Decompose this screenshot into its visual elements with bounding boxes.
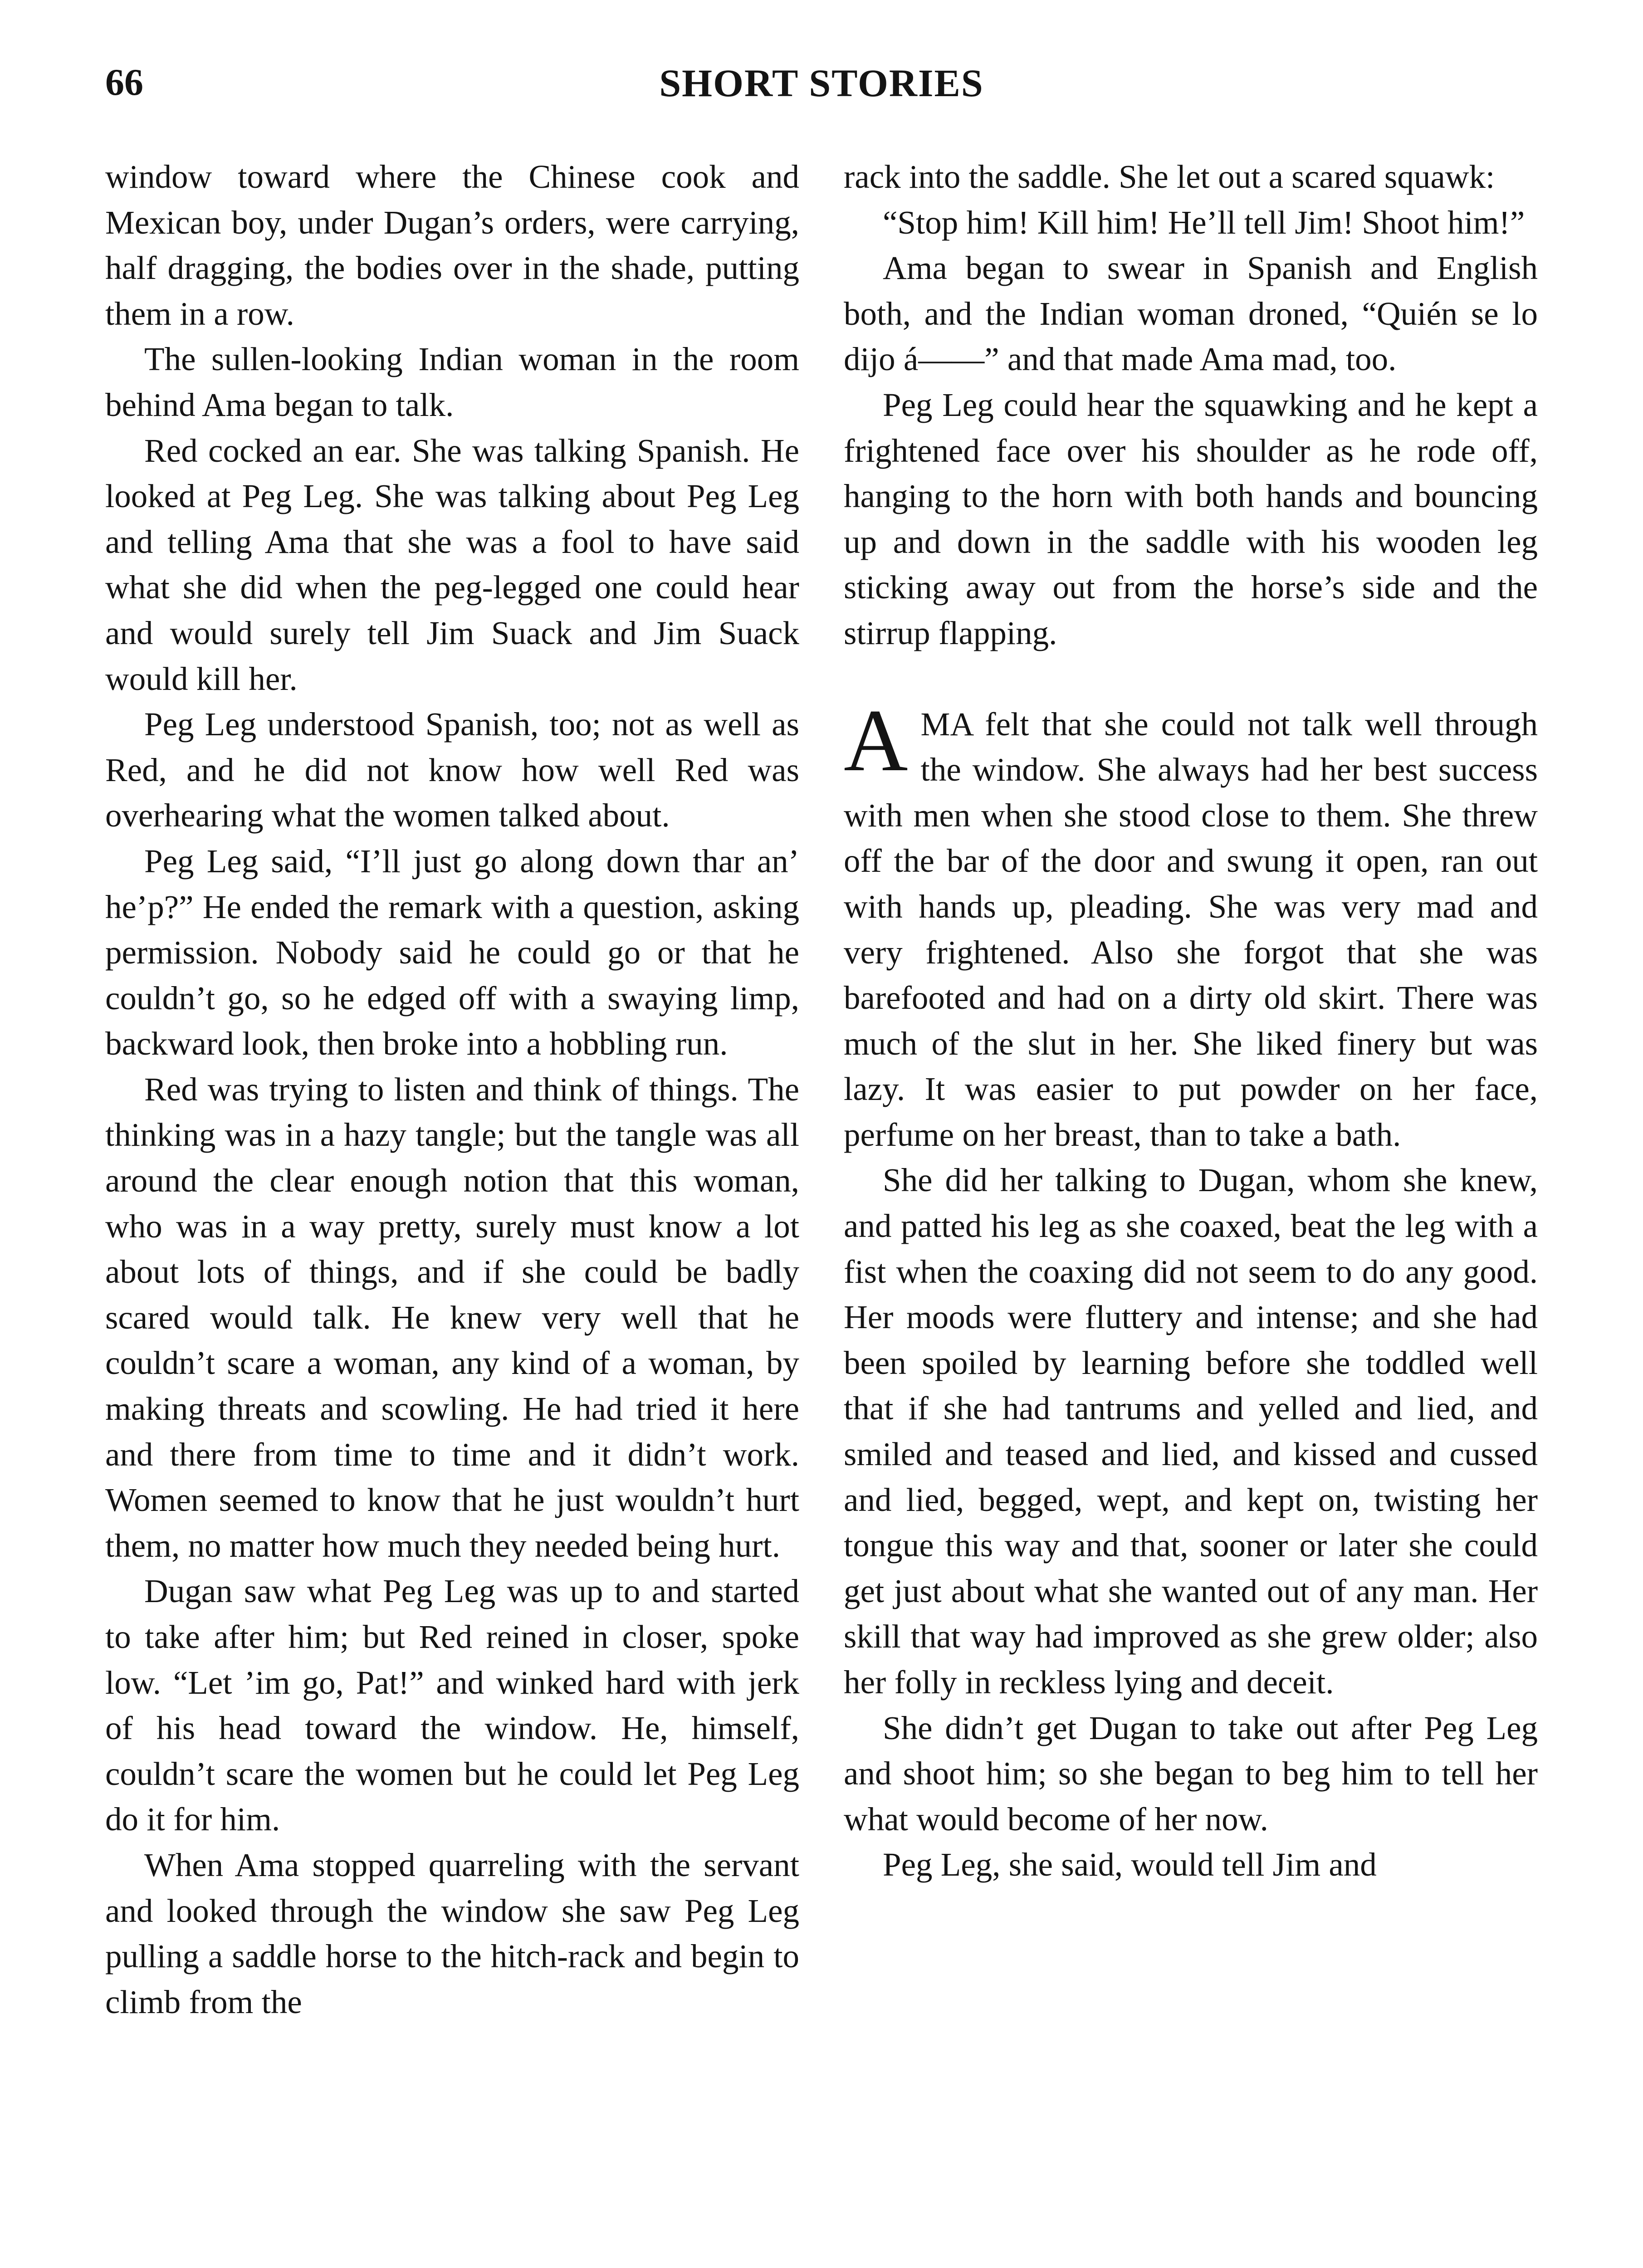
paragraph: Red was trying to listen and think of things. The thinking was in a hazy tangle; but the tangle was all around the clear enough notion that this woman, who was in a way pretty, surely must know a lot about lots of things, and if she could be badly scared would talk. He knew very well that he couldn’t scare a woman, any kind of a woman, by making threats and scowling. He had tried it here and there from time to time and it didn’t work. Women seemed to know that he just wouldn’t hurt them, no matter how much they needed being hurt. (105, 1070, 799, 1564)
paragraph: She did her talking to Dugan, whom she knew, and patted his leg as she coaxed, beat the leg with a fist when the coaxing did not seem to do any good. Her moods were fluttery and intense; and she had been spoiled by learning before she toddled well that if she had tantrums and yelled and lied, and smiled and teased and lied, and kissed and cussed and lied, begged, wept, and kept on, twisting her tongue this way and that, sooner or later she could get just about what she wanted out of any man. Her skill that way had improved as she grew older; also her folly in reckless lying and deceit. (844, 1162, 1538, 1701)
paragraph: Peg Leg, she said, would tell Jim and (883, 1846, 1377, 1883)
paragraph: Dugan saw what Peg Leg was up to and started to take after him; but Red reined in closer, spoke low. “Let ’im go, Pat!” and winked hard with jerk of his head toward the window. He, himself, couldn’t scare the women but he could let Peg Leg do it for him. (105, 1573, 799, 1838)
left-column (105, 154, 799, 2025)
paragraph: Red cocked an ear. She was talking Spanish. He looked at Peg Leg. She was talking about Peg Leg and telling Ama that she was a fool to have said what she did when the peg-legged one could hear and would surely tell Jim Suack and Jim Suack would kill her. (105, 432, 799, 697)
section-opening-paragraph (844, 691, 1538, 1158)
paragraph: The sullen-looking Indian woman in the room behind Ama began to talk. (105, 341, 799, 423)
paragraph: When Ama stopped quarreling with the servant and looked through the window she saw Peg Leg pulling a saddle horse to the hitch-rack and begin to climb from the (105, 1846, 799, 2020)
paragraph: window toward where the Chinese cook and Mexican boy, under Dugan’s orders, were carrying, half dragging, the bodies over in the shade, putting them in a row. (105, 158, 799, 332)
page-number: 66 (105, 61, 143, 103)
section-first-text: MA felt that she could not talk well through the window. She always had her best success with men when she stood close to them. She threw off the bar of the door and swung it open, ran out with hands up, pleading. She was very mad and very frightened. Also she forgot that she was barefooted and had on a dirty old skirt. There was much of the slut in her. She liked finery but was lazy. It was easier to put powder on her face, perfume on her breast, than to take a bath. (844, 705, 1538, 1153)
running-title: SHORT STORIES (659, 61, 984, 105)
paragraph: She didn’t get Dugan to take out after Peg Leg and shoot him; so she began to beg him to tell her what would become of her now. (844, 1709, 1538, 1838)
drop-cap: A (844, 691, 908, 790)
paragraph: Peg Leg said, “I’ll just go along down thar an’ he’p?” He ended the remark with a question, asking permission. Nobody said he could go or that he couldn’t go, so he edged off with a swaying limp, backward look, then broke into a hobbling run. (105, 842, 799, 1062)
paragraph: “Stop him! Kill him! He’ll tell Jim! Shoot him!” (883, 204, 1525, 241)
paragraph: Peg Leg could hear the squawking and he kept a frightened face over his shoulder as he rode off, hanging to the horn with both hands and bouncing up and down in the saddle with his wooden leg sticking away out from the horse’s side and the stirrup flapping. (844, 386, 1538, 651)
right-column (844, 154, 1538, 1888)
paragraph: rack into the saddle. She let out a scared squawk: (844, 158, 1495, 195)
paragraph: Ama began to swear in Spanish and English both, and the Indian woman droned, “Quién se lo dijo á——” and that made Ama mad, too. (844, 249, 1538, 378)
paragraph: Peg Leg understood Spanish, too; not as well as Red, and he did not know how well Red was overhearing what the women talked about. (105, 706, 799, 834)
